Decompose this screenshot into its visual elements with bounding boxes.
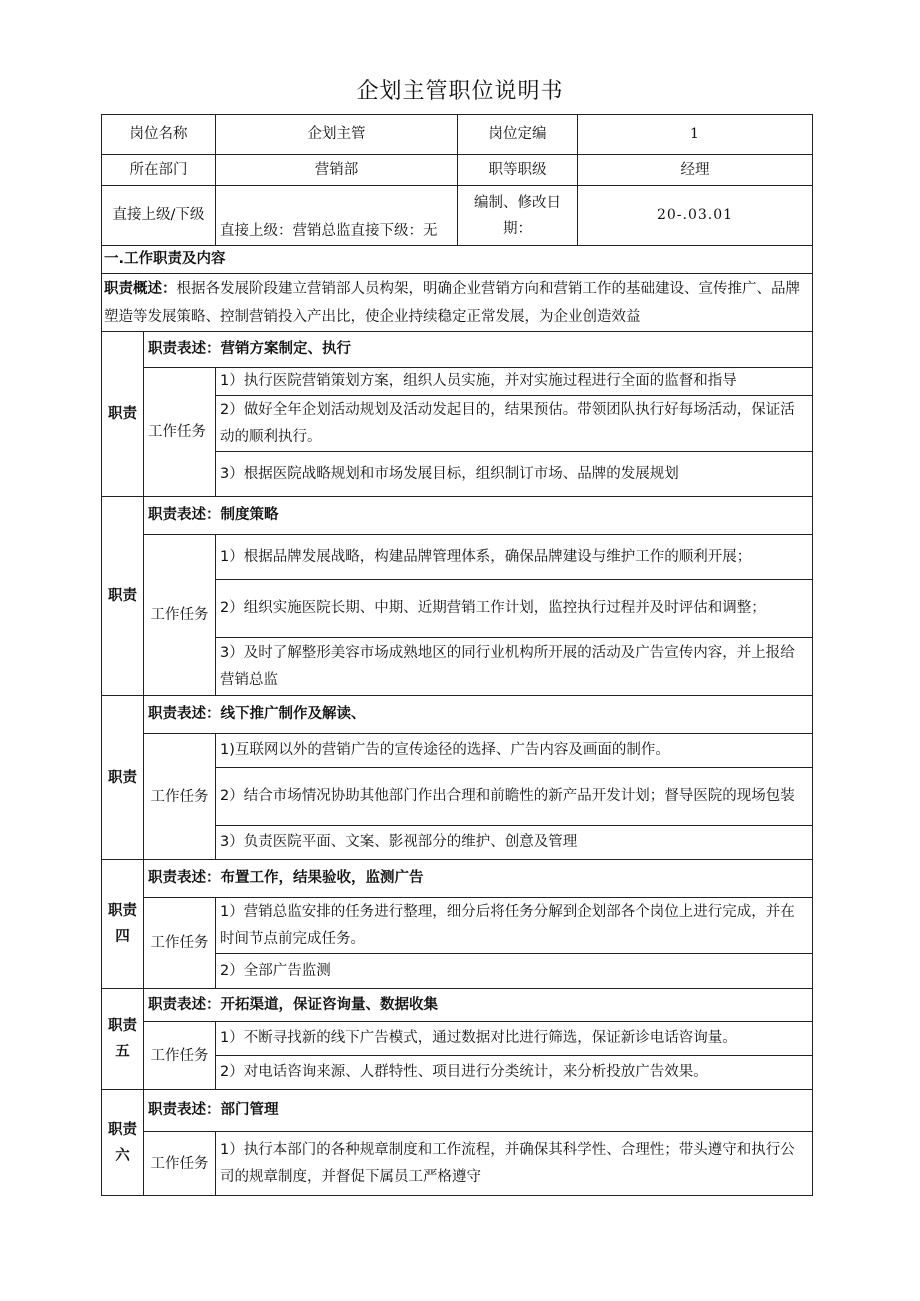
duty-2-desc: 职责表述：制度策略 — [144, 497, 813, 535]
duty-1-task-2: 2）做好全年企划活动规划及活动发起目的，结果预估。带领团队执行好每场活动，保证活动的顺利执行。 — [216, 396, 813, 452]
duty-3-label: 职责 — [102, 696, 144, 860]
duty-3-task-3: 3）负责医院平面、文案、影视部分的维护、创意及管理 — [216, 826, 813, 860]
duty-3-desc: 职责表述：线下推广制作及解读、 — [144, 696, 813, 734]
dept-label: 所在部门 — [102, 155, 216, 186]
post-name-label: 岗位名称 — [102, 115, 216, 155]
duty-1-work-label: 工作任务 — [144, 368, 216, 497]
duty-1-task-3: 3）根据医院战略规划和市场发展目标，组织制订市场、品牌的发展规划 — [216, 452, 813, 497]
duty-5-work-label: 工作任务 — [144, 1022, 216, 1090]
duty-4-label: 职责四 — [102, 860, 144, 989]
duty-overview — [102, 274, 813, 332]
date-label: 编制、修改日期： — [458, 186, 578, 246]
superior-value: 直接上级：营销总监直接下级：无 — [216, 186, 458, 246]
section-heading: 一.工作职责及内容 — [102, 246, 813, 274]
duty-5-label: 职责五 — [102, 989, 144, 1090]
post-quota-label: 岗位定编 — [458, 115, 578, 155]
overview-text: 根据各发展阶段建立营销部人员构架，明确企业营销方向和营销工作的基础建设、宣传推广、品牌塑造等发展策略、控制营销投入产出比，使企业持续稳定正常发展，为企业创造效益 — [104, 280, 800, 325]
duty-2-task-3: 3）及时了解整形美容市场成熟地区的同行业机构所开展的活动及广告宣传内容，并上报给营销总监 — [216, 638, 813, 696]
duty-5-task-1: 1）不断寻找新的线下广告模式，通过数据对比进行筛选，保证新诊电话咨询量。 — [216, 1022, 813, 1056]
duty-4-task-1: 1）营销总监安排的任务进行整理，细分后将任务分解到企划部各个岗位上进行完成，并在时间节点前完成任务。 — [216, 898, 813, 954]
duty-2-label: 职责 — [102, 497, 144, 696]
superior-label: 直接上级/下级 — [102, 186, 216, 246]
post-quota-value: 1 — [578, 115, 813, 155]
duty-6-label: 职责六 — [102, 1090, 144, 1196]
duty-5-desc: 职责表述：开拓渠道，保证咨询量、数据收集 — [144, 989, 813, 1022]
document-title: 企划主管职位说明书 — [356, 79, 564, 104]
duty-2-task-1: 1）根据品牌发展战略，构建品牌管理体系，确保品牌建设与维护工作的顺利开展； — [216, 535, 813, 580]
dept-value: 营销部 — [216, 155, 458, 186]
duty-6-task-1: 1）执行本部门的各种规章制度和工作流程，并确保其科学性、合理性；带头遵守和执行公司的规章制度，并督促下属员工严格遵守 — [216, 1132, 813, 1196]
duty-1-task-1: 1）执行医院营销策划方案，组织人员实施，并对实施过程进行全面的监督和指导 — [216, 368, 813, 396]
duty-5-task-2: 2）对电话咨询来源、人群特性、项目进行分类统计，来分析投放广告效果。 — [216, 1056, 813, 1090]
date-value: 20-.03.01 — [578, 186, 813, 246]
duty-4-desc: 职责表述：布置工作，结果验收，监测广告 — [144, 860, 813, 898]
duty-3-task-1: 1)互联网以外的营销广告的宣传途径的选择、广告内容及画面的制作。 — [216, 734, 813, 768]
duty-1-label: 职责 — [102, 332, 144, 497]
grade-value: 经理 — [578, 155, 813, 186]
job-description-table — [101, 114, 813, 1196]
grade-label: 职等职级 — [458, 155, 578, 186]
overview-label: 职责概述： — [104, 280, 177, 297]
duty-3-work-label: 工作任务 — [144, 734, 216, 860]
duty-4-task-2: 2）全部广告监测 — [216, 954, 813, 989]
duty-4-work-label: 工作任务 — [144, 898, 216, 989]
post-name-value: 企划主管 — [216, 115, 458, 155]
duty-3-task-2: 2）结合市场情况协助其他部门作出合理和前瞻性的新产品开发计划；督导医院的现场包装 — [216, 768, 813, 826]
duty-2-work-label: 工作任务 — [144, 535, 216, 696]
duty-2-task-2: 2）组织实施医院长期、中期、近期营销工作计划，监控执行过程并及时评估和调整； — [216, 580, 813, 638]
duty-6-desc: 职责表述：部门管理 — [144, 1090, 813, 1132]
duty-1-desc: 职责表述：营销方案制定、执行 — [144, 332, 813, 368]
duty-6-work-label: 工作任务 — [144, 1132, 216, 1196]
